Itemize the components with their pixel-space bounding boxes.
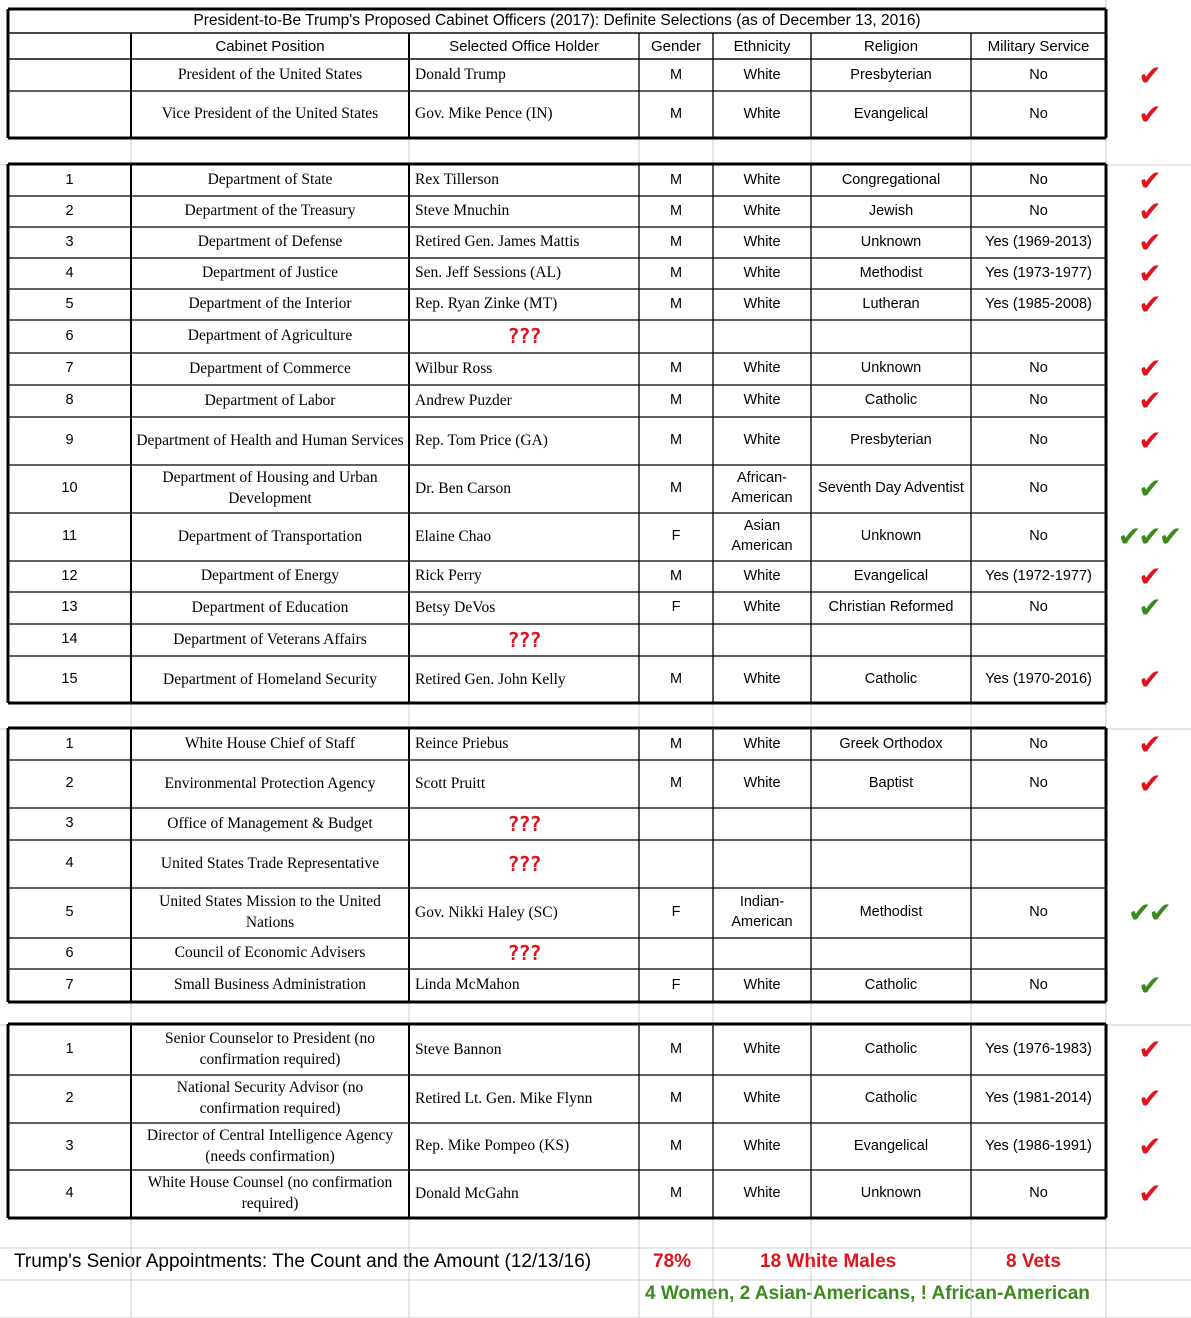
cabinet-position: Department of Homeland Security bbox=[163, 670, 377, 688]
check-mark-icon: ✔ bbox=[1138, 289, 1159, 320]
cabinet-position: Department of the Interior bbox=[188, 295, 352, 313]
cabinet-position: Department of the Treasury bbox=[184, 202, 356, 220]
cabinet-position: Department of Education bbox=[191, 598, 349, 616]
gender: M bbox=[669, 360, 683, 377]
row-number: 4 bbox=[65, 855, 74, 872]
cabinet-position: White House Counsel (no confirmation required) bbox=[147, 1174, 393, 1212]
ethnicity: Asian American bbox=[731, 518, 793, 554]
cabinet-position: Senior Counselor to President (no confirmation required) bbox=[164, 1030, 376, 1068]
ethnicity: White bbox=[743, 264, 781, 281]
office-holder: Retired Gen. John Kelly bbox=[415, 670, 566, 688]
gender: M bbox=[669, 735, 683, 752]
military-service: No bbox=[1029, 976, 1048, 993]
cabinet-position: Department of Justice bbox=[201, 264, 338, 282]
military-service: Yes (1985-2008) bbox=[985, 295, 1092, 312]
religion: Evangelical bbox=[853, 567, 929, 584]
row-number: 4 bbox=[65, 264, 74, 281]
ethnicity: White bbox=[743, 671, 781, 688]
header-military-service: Military Service bbox=[987, 37, 1090, 55]
header-gender: Gender bbox=[650, 37, 702, 55]
header-office-holder: Selected Office Holder bbox=[449, 37, 599, 55]
row-number: 8 bbox=[65, 392, 74, 409]
religion: Unknown bbox=[860, 528, 922, 545]
gender: M bbox=[669, 264, 683, 281]
military-service: Yes (1972-1977) bbox=[985, 567, 1092, 584]
cabinet-position: Department of Veterans Affairs bbox=[173, 630, 367, 648]
religion: Evangelical bbox=[853, 1137, 929, 1154]
ethnicity: White bbox=[743, 976, 781, 993]
check-mark-icon: ✔ bbox=[1138, 165, 1159, 196]
office-holder: Retired Lt. Gen. Mike Flynn bbox=[415, 1089, 593, 1107]
row-number: 4 bbox=[65, 1185, 74, 1202]
check-mark-icon: ✔✔✔ bbox=[1117, 520, 1180, 554]
check-mark-icon: ✔ bbox=[1138, 1177, 1159, 1211]
check-mark-icon: ✔ bbox=[1138, 258, 1159, 289]
summary-white-males: 18 White Males bbox=[760, 1251, 897, 1272]
row-number: 11 bbox=[61, 528, 78, 545]
gender: M bbox=[669, 66, 683, 83]
office-holder: Rep. Mike Pompeo (KS) bbox=[415, 1137, 570, 1155]
row-number: 12 bbox=[61, 567, 78, 584]
religion: Seventh Day Adventist bbox=[818, 480, 964, 497]
office-holder: Gov. Nikki Haley (SC) bbox=[415, 903, 558, 921]
military-service: No bbox=[1029, 432, 1048, 449]
ethnicity: White bbox=[743, 567, 781, 584]
cabinet-position: Department of Defense bbox=[197, 233, 343, 251]
religion: Methodist bbox=[859, 264, 923, 281]
religion: Catholic bbox=[864, 392, 918, 409]
check-mark-icon: ✔ bbox=[1138, 729, 1159, 760]
military-service: No bbox=[1029, 904, 1048, 921]
office-holder: Rick Perry bbox=[415, 567, 482, 585]
row-number: 2 bbox=[65, 775, 74, 792]
row-number: 3 bbox=[65, 815, 74, 832]
military-service: No bbox=[1029, 360, 1048, 377]
cabinet-position: Council of Economic Advisers bbox=[174, 944, 366, 962]
header-religion: Religion bbox=[863, 37, 919, 55]
gender: M bbox=[669, 1090, 683, 1107]
ethnicity: White bbox=[743, 202, 781, 219]
row-number: 14 bbox=[61, 631, 78, 648]
row-number: 2 bbox=[65, 1090, 74, 1107]
military-service: No bbox=[1029, 105, 1048, 122]
gender: M bbox=[669, 480, 683, 497]
row-number: 6 bbox=[65, 327, 74, 344]
office-holder: Rep. Ryan Zinke (MT) bbox=[415, 295, 558, 313]
religion: Presbyterian bbox=[850, 432, 932, 449]
military-service: Yes (1973-1977) bbox=[985, 264, 1092, 281]
row-number: 15 bbox=[61, 671, 78, 688]
religion: Catholic bbox=[864, 976, 918, 993]
religion: Greek Orthodox bbox=[839, 735, 943, 752]
office-holder: Linda McMahon bbox=[415, 976, 520, 994]
gender: M bbox=[669, 171, 683, 188]
religion: Methodist bbox=[859, 904, 923, 921]
gender: M bbox=[669, 202, 683, 219]
check-mark-icon: ✔ bbox=[1138, 1082, 1159, 1116]
military-service: Yes (1970-2016) bbox=[985, 671, 1092, 688]
military-service: No bbox=[1029, 775, 1048, 792]
cabinet-position: President of the United States bbox=[177, 66, 363, 84]
ethnicity: White bbox=[743, 66, 781, 83]
office-holder: Steve Bannon bbox=[415, 1040, 502, 1058]
gender: M bbox=[669, 567, 683, 584]
gender: M bbox=[669, 1041, 683, 1058]
cabinet-position: Department of Labor bbox=[204, 391, 336, 409]
row-number: 9 bbox=[65, 432, 74, 449]
ethnicity: Indian-American bbox=[731, 894, 793, 930]
ethnicity: White bbox=[743, 295, 781, 312]
row-number: 1 bbox=[65, 735, 74, 752]
cabinet-position: Department of Commerce bbox=[189, 359, 351, 377]
religion: Jewish bbox=[868, 202, 914, 219]
office-holder: Dr. Ben Carson bbox=[415, 479, 512, 497]
gender: F bbox=[671, 904, 681, 921]
ethnicity: White bbox=[743, 105, 781, 122]
row-number: 1 bbox=[65, 171, 74, 188]
row-number: 6 bbox=[65, 944, 74, 961]
check-mark-icon: ✔✔ bbox=[1128, 896, 1169, 930]
office-holder: Andrew Puzder bbox=[415, 391, 512, 409]
row-number: 3 bbox=[65, 233, 74, 250]
military-service: No bbox=[1029, 480, 1048, 497]
cabinet-position: Department of Energy bbox=[200, 567, 340, 585]
check-mark-icon: ✔ bbox=[1138, 60, 1159, 91]
cabinet-position: Department of State bbox=[207, 171, 333, 189]
office-holder: Donald Trump bbox=[415, 66, 506, 84]
religion: Congregational bbox=[841, 171, 941, 188]
gender: M bbox=[669, 392, 683, 409]
gender: F bbox=[671, 528, 681, 545]
check-mark-icon: ✔ bbox=[1138, 472, 1159, 506]
row-number: 7 bbox=[65, 360, 74, 377]
office-holder: ??? bbox=[507, 851, 541, 876]
gender: M bbox=[669, 432, 683, 449]
office-holder: Donald McGahn bbox=[415, 1184, 519, 1202]
ethnicity: White bbox=[743, 1185, 781, 1202]
summary-vets: 8 Vets bbox=[1006, 1251, 1061, 1272]
religion: Presbyterian bbox=[850, 66, 932, 83]
religion: Baptist bbox=[868, 775, 914, 792]
office-holder: ??? bbox=[507, 324, 541, 348]
cabinet-position: Department of Housing and Urban Development bbox=[162, 469, 378, 507]
check-mark-icon: ✔ bbox=[1138, 1033, 1159, 1067]
office-holder: Steve Mnuchin bbox=[415, 202, 510, 220]
military-service: Yes (1986-1991) bbox=[985, 1137, 1092, 1154]
check-mark-icon: ✔ bbox=[1138, 424, 1159, 458]
summary-percent: 78% bbox=[653, 1251, 692, 1272]
gender: F bbox=[671, 599, 681, 616]
office-holder: ??? bbox=[507, 811, 541, 836]
cabinet-position: Department of Health and Human Services bbox=[136, 431, 404, 449]
ethnicity: White bbox=[743, 1041, 781, 1058]
gender: M bbox=[669, 1137, 683, 1154]
row-number: 5 bbox=[65, 904, 74, 921]
gender: M bbox=[669, 295, 683, 312]
religion: Catholic bbox=[864, 1041, 918, 1058]
office-holder: ??? bbox=[507, 941, 541, 965]
ethnicity: African-American bbox=[731, 470, 793, 506]
military-service: Yes (1981-2014) bbox=[985, 1090, 1092, 1107]
military-service: No bbox=[1029, 735, 1048, 752]
military-service: Yes (1969-2013) bbox=[985, 233, 1092, 250]
ethnicity: White bbox=[743, 775, 781, 792]
check-mark-icon: ✔ bbox=[1138, 196, 1159, 227]
office-holder: Rex Tillerson bbox=[415, 171, 499, 189]
cabinet-position: Environmental Protection Agency bbox=[164, 774, 376, 792]
row-number: 10 bbox=[61, 480, 78, 497]
gender: M bbox=[669, 105, 683, 122]
cabinet-position: Vice President of the United States bbox=[161, 105, 379, 123]
header-ethnicity: Ethnicity bbox=[733, 37, 791, 55]
check-mark-icon: ✔ bbox=[1138, 969, 1159, 1002]
cabinet-position: White House Chief of Staff bbox=[184, 735, 356, 753]
office-holder: Reince Priebus bbox=[415, 735, 509, 753]
religion: Catholic bbox=[864, 671, 918, 688]
ethnicity: White bbox=[743, 1090, 781, 1107]
office-holder: Gov. Mike Pence (IN) bbox=[415, 105, 553, 123]
cabinet-position: Department of Transportation bbox=[177, 527, 363, 545]
ethnicity: White bbox=[743, 735, 781, 752]
religion: Unknown bbox=[860, 1185, 922, 1202]
ethnicity: White bbox=[743, 599, 781, 616]
ethnicity: White bbox=[743, 233, 781, 250]
military-service: No bbox=[1029, 66, 1048, 83]
office-holder: Scott Pruitt bbox=[415, 774, 486, 792]
military-service: No bbox=[1029, 1185, 1048, 1202]
ethnicity: White bbox=[743, 1137, 781, 1154]
cabinet-position: United States Mission to the United Nations bbox=[159, 893, 381, 931]
military-service: Yes (1976-1983) bbox=[985, 1041, 1092, 1058]
summary-diversity: 4 Women, 2 Asian-Americans, ! African-American bbox=[645, 1283, 1090, 1304]
cabinet-position: National Security Advisor (no confirmation required) bbox=[176, 1079, 364, 1117]
row-number: 7 bbox=[65, 976, 74, 993]
religion: Lutheran bbox=[862, 295, 920, 312]
check-mark-icon: ✔ bbox=[1138, 592, 1159, 624]
ethnicity: White bbox=[743, 171, 781, 188]
military-service: No bbox=[1029, 171, 1048, 188]
ethnicity: White bbox=[743, 360, 781, 377]
cabinet-position: Office of Management & Budget bbox=[167, 814, 373, 832]
office-holder: Wilbur Ross bbox=[415, 359, 493, 377]
header-cabinet-position: Cabinet Position bbox=[215, 37, 325, 55]
check-mark-icon: ✔ bbox=[1138, 353, 1159, 385]
office-holder: Rep. Tom Price (GA) bbox=[415, 431, 548, 449]
military-service: No bbox=[1029, 599, 1048, 616]
row-number: 3 bbox=[65, 1137, 74, 1154]
gender: M bbox=[669, 775, 683, 792]
summary-label: Trump's Senior Appointments: The Count and the Amount (12/13/16) bbox=[14, 1251, 592, 1272]
gender: M bbox=[669, 671, 683, 688]
military-service: No bbox=[1029, 202, 1048, 219]
row-number: 5 bbox=[65, 295, 74, 312]
row-number: 1 bbox=[65, 1041, 74, 1058]
ethnicity: White bbox=[743, 392, 781, 409]
table-title: President-to-Be Trump's Proposed Cabinet Officers (2017): Definite Selections (as of December 13, 2016) bbox=[193, 12, 921, 29]
check-mark-icon: ✔ bbox=[1138, 227, 1159, 258]
cabinet-position: Director of Central Intelligence Agency (needs confirmation) bbox=[146, 1126, 394, 1165]
ethnicity: White bbox=[743, 432, 781, 449]
check-mark-icon: ✔ bbox=[1138, 767, 1159, 801]
check-mark-icon: ✔ bbox=[1138, 1129, 1159, 1163]
religion: Catholic bbox=[864, 1090, 918, 1107]
check-mark-icon: ✔ bbox=[1138, 97, 1159, 131]
office-holder: Elaine Chao bbox=[415, 527, 492, 545]
cabinet-position: Small Business Administration bbox=[173, 976, 367, 994]
military-service: No bbox=[1029, 528, 1048, 545]
gender: F bbox=[671, 976, 681, 993]
office-holder: Sen. Jeff Sessions (AL) bbox=[415, 264, 562, 282]
cabinet-position: United States Trade Representative bbox=[160, 854, 380, 872]
check-mark-icon: ✔ bbox=[1138, 561, 1159, 592]
religion: Christian Reformed bbox=[828, 599, 954, 616]
row-number: 13 bbox=[61, 599, 78, 616]
office-holder: ??? bbox=[507, 627, 541, 652]
cabinet-position: Department of Agriculture bbox=[187, 327, 353, 345]
office-holder: Retired Gen. James Mattis bbox=[415, 233, 580, 251]
office-holder: Betsy DeVos bbox=[415, 598, 496, 616]
check-mark-icon: ✔ bbox=[1138, 663, 1159, 697]
gender: M bbox=[669, 233, 683, 250]
religion: Unknown bbox=[860, 233, 922, 250]
gender: M bbox=[669, 1185, 683, 1202]
religion: Evangelical bbox=[853, 105, 929, 122]
check-mark-icon: ✔ bbox=[1138, 385, 1159, 417]
religion: Unknown bbox=[860, 360, 922, 377]
military-service: No bbox=[1029, 392, 1048, 409]
row-number: 2 bbox=[65, 202, 74, 219]
